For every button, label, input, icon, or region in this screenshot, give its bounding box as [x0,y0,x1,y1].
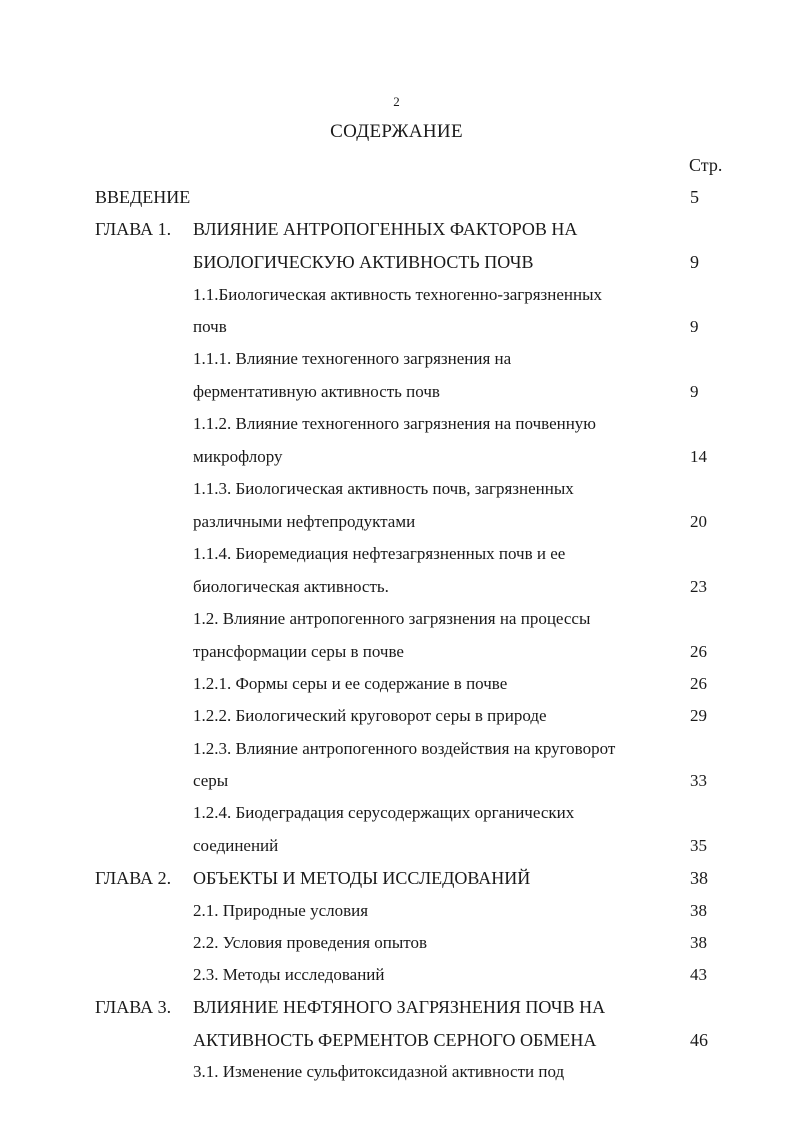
toc-entry [0,474,793,504]
toc-entry-text: 2.3. Методы исследований [193,965,385,984]
toc-entry-page: 43 [690,965,707,984]
toc-entry-text: 1.2.4. Биодеградация серусодержащих органических [193,803,575,822]
toc-entry [0,637,793,667]
toc-entry-page: 33 [690,771,707,790]
toc-entry [0,312,793,342]
toc-entry [0,831,793,861]
toc-entry-page: 26 [690,642,707,661]
toc-entry-page: 5 [690,187,699,207]
toc-entry-page: 26 [690,674,707,693]
toc-entry [0,669,793,699]
toc-entry [0,701,793,731]
toc-entry-text: трансформации серы в почве [193,642,404,661]
page-column-header: Стр. [689,155,723,175]
toc-entry [0,604,793,634]
toc-entry-text: АКТИВНОСТЬ ФЕРМЕНТОВ СЕРНОГО ОБМЕНА [193,1030,597,1050]
page-number: 2 [393,94,400,109]
toc-entry-text: 1.2. Влияние антропогенного загрязнения на процессы [193,609,591,628]
toc-entry-text: 1.2.2. Биологический круговорот серы в природе [193,706,547,725]
toc-entry [0,377,793,407]
toc-entry-text: 1.1.3. Биологическая активность почв, загрязненных [193,479,574,498]
toc-entry [0,960,793,990]
toc-entry-text: ферментативную активность почв [193,382,440,401]
toc-entry-text: 2.2. Условия проведения опытов [193,933,428,952]
toc-entry-page: 46 [690,1030,708,1050]
toc-entry [0,280,793,310]
toc-entry-text: биологическая активность. [193,577,389,596]
toc-entry [0,214,793,244]
toc-entry-text: 1.1.4. Биоремедиация нефтезагрязненных почв и ее [193,544,566,563]
toc-entry-text: ВЛИЯНИЕ НЕФТЯНОГО ЗАГРЯЗНЕНИЯ ПОЧВ НА [193,997,606,1017]
toc-entry-text: БИОЛОГИЧЕСКУЮ АКТИВНОСТЬ ПОЧВ [193,252,534,272]
toc-entry-text: 1.1.2. Влияние техногенного загрязнения на почвенную [193,414,597,433]
toc-entry-page: 9 [690,382,699,401]
toc-entry [0,182,793,212]
toc-entry [0,539,793,569]
toc-entry [0,863,793,893]
toc-entry-page: 9 [690,317,699,336]
toc-entry-text: соединений [193,836,279,855]
toc-entry [0,734,793,764]
toc-entry [0,1057,793,1087]
toc-entry-label: ВВЕДЕНИЕ [95,187,191,207]
toc-entry-label: ГЛАВА 2. [95,868,172,888]
toc-entry-page: 38 [690,933,707,952]
toc-entry [0,992,793,1022]
toc-entry-text: ВЛИЯНИЕ АНТРОПОГЕННЫХ ФАКТОРОВ НА [193,219,578,239]
toc-entry [0,247,793,277]
toc-entry [0,1025,793,1055]
toc-entry [0,928,793,958]
toc-entry-page: 38 [690,901,707,920]
toc-entry [0,766,793,796]
toc-entry-text: серы [193,771,229,790]
toc-entry-page: 9 [690,252,699,272]
toc-entry-page: 23 [690,577,707,596]
toc-entry [0,507,793,537]
toc-entry-text: различными нефтепродуктами [193,512,416,531]
toc-entry [0,344,793,374]
toc-entry-page: 35 [690,836,707,855]
toc-entry [0,409,793,439]
toc-entry-page: 20 [690,512,707,531]
toc-entry-text: почв [193,317,227,336]
toc-entry [0,798,793,828]
toc-entry-page: 29 [690,706,707,725]
page-title: СОДЕРЖАНИЕ [330,121,463,142]
toc-entry [0,896,793,926]
toc-entry-text: 1.2.3. Влияние антропогенного воздействия на круговорот [193,739,616,758]
toc-entry-label: ГЛАВА 1. [95,219,172,239]
toc-entry-text: микрофлору [193,447,283,466]
toc-entry [0,572,793,602]
toc-entry [0,442,793,472]
toc-entry-text: 3.1. Изменение сульфитоксидазной активности под [193,1062,565,1081]
toc-entry-text: 1.2.1. Формы серы и ее содержание в почве [193,674,508,693]
toc-entry-text: 1.1.Биологическая активность техногенно-загрязненных [193,285,603,304]
toc-entry-page: 14 [690,447,707,466]
toc-entry-text: 1.1.1. Влияние техногенного загрязнения на [193,349,512,368]
toc-entry-text: ОБЪЕКТЫ И МЕТОДЫ ИССЛЕДОВАНИЙ [193,868,531,888]
toc-entry-page: 38 [690,868,708,888]
toc-entry-label: ГЛАВА 3. [95,997,172,1017]
toc-entry-text: 2.1. Природные условия [193,901,369,920]
